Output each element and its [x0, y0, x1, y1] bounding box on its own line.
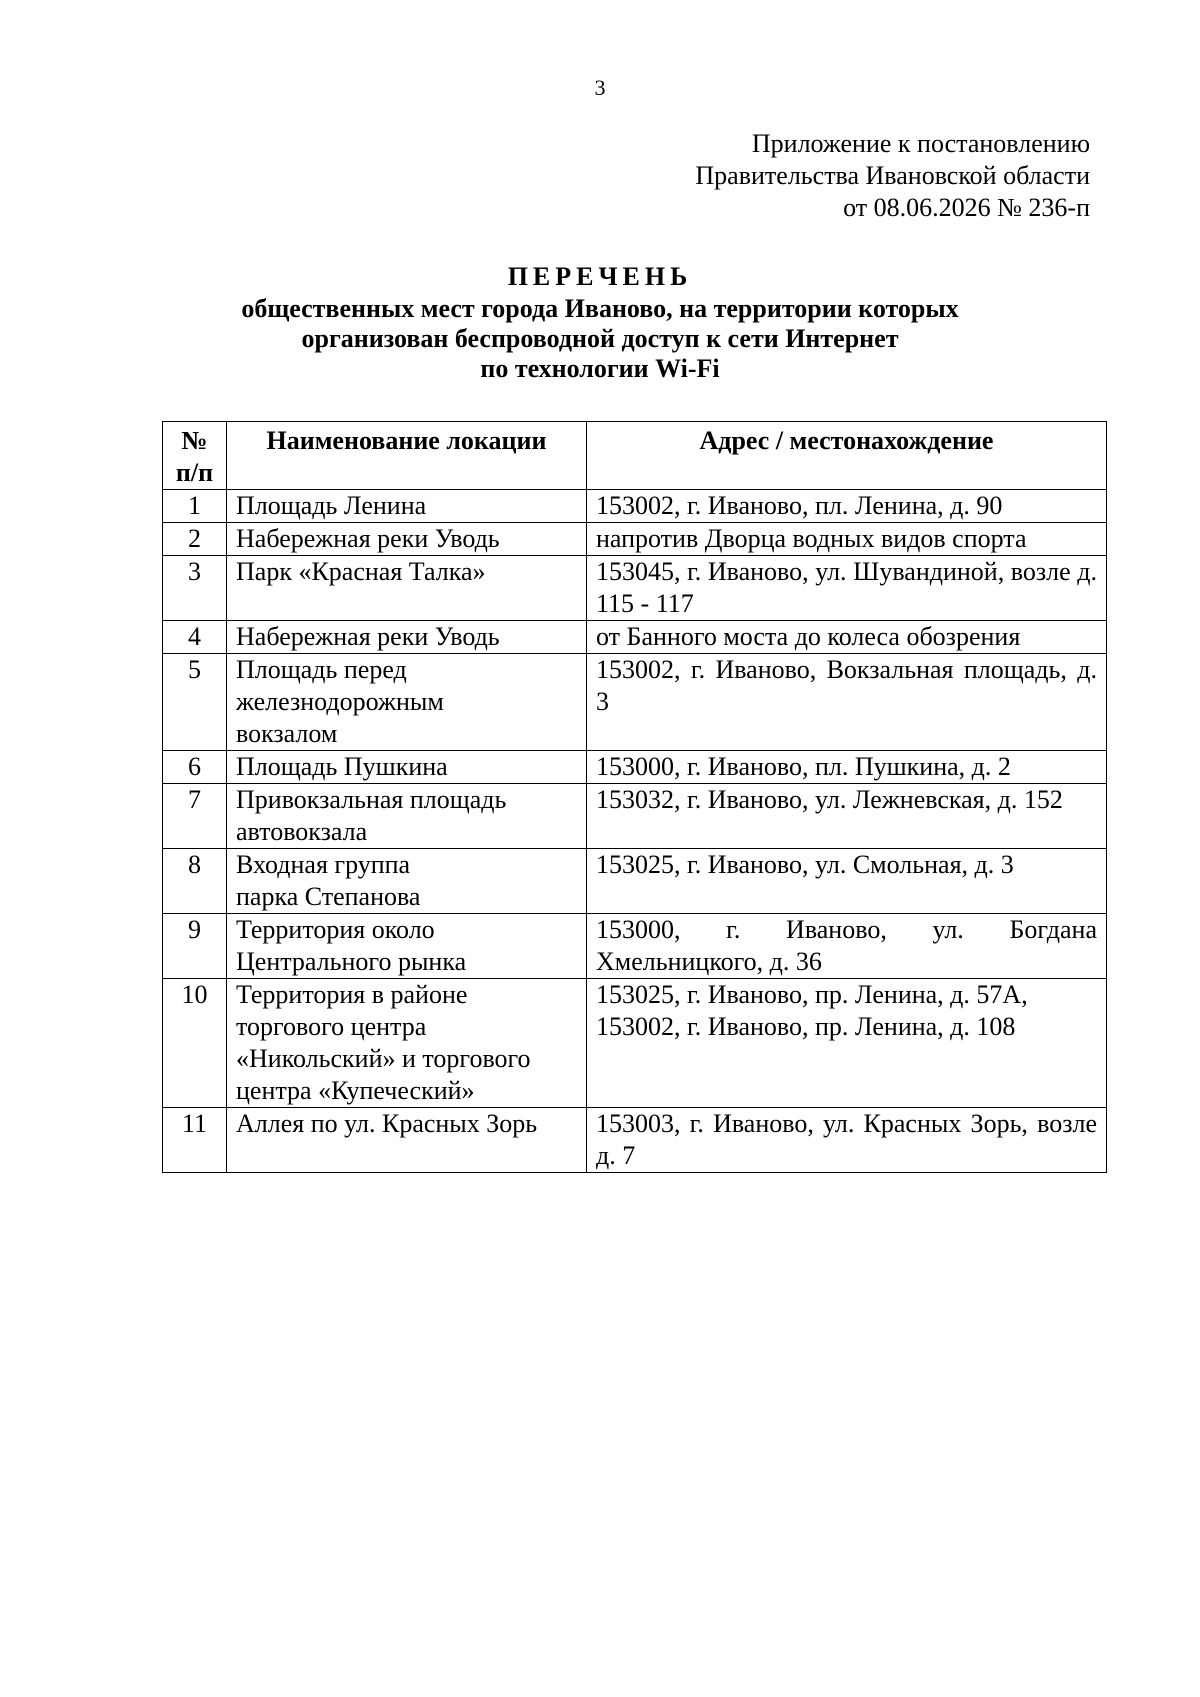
location-address-line: 153025, г. Иваново, ул. Смольная, д. 3 — [596, 850, 1014, 879]
table-row — [163, 523, 1107, 556]
location-name-line: Парк «Красная Талка» — [236, 557, 486, 586]
location-name-line: автовокзала — [236, 817, 368, 846]
location-name-line: торгового центра — [236, 1012, 427, 1041]
location-address — [587, 849, 1107, 914]
location-name-line: железнодорожным — [236, 687, 444, 716]
table-row — [163, 490, 1107, 523]
location-name-line: Территория в районе — [236, 980, 468, 1009]
appendix-line-2: Правительства Ивановской области — [695, 161, 1090, 190]
location-address — [587, 979, 1107, 1108]
location-name — [227, 751, 587, 784]
table-row — [163, 849, 1107, 914]
location-name-line: Аллея по ул. Красных Зорь — [236, 1109, 538, 1138]
document-title — [0, 262, 1200, 384]
header-address: Адрес / местонахождение — [587, 422, 1107, 490]
row-number: 5 — [163, 654, 227, 751]
location-address-line: от Банного моста до колеса обозрения — [596, 622, 1021, 651]
table-row — [163, 556, 1107, 621]
location-address — [587, 490, 1107, 523]
table-header-row — [163, 422, 1107, 490]
appendix-line-3: от 08.06.2026 № 236-п — [843, 193, 1090, 222]
location-address-line: 153002, г. Иваново, пр. Ленина, д. 108 — [596, 1012, 1016, 1041]
location-address-line: 153002, г. Иваново, Вокзальная площадь, д. 3 — [596, 655, 1097, 716]
location-name-line: Территория около — [236, 915, 435, 944]
appendix-header — [695, 128, 1090, 224]
table-row — [163, 914, 1107, 979]
location-name-line: центра «Купеческий» — [236, 1076, 475, 1105]
header-number — [163, 422, 227, 490]
table-row — [163, 621, 1107, 654]
locations-table — [162, 421, 1107, 1173]
location-name — [227, 523, 587, 556]
location-address-line: 153003, г. Иваново, ул. Красных Зорь, возле д. 7 — [596, 1109, 1097, 1170]
location-name — [227, 621, 587, 654]
row-number: 4 — [163, 621, 227, 654]
title-line-1: общественных мест города Иваново, на территории которых — [241, 294, 959, 323]
location-name-line: Площадь перед — [236, 655, 407, 684]
row-number: 9 — [163, 914, 227, 979]
appendix-line-1: Приложение к постановлению — [751, 129, 1090, 158]
location-name-line: Площадь Пушкина — [236, 752, 448, 781]
location-address — [587, 784, 1107, 849]
page-number: 3 — [594, 75, 606, 100]
table-body — [163, 490, 1107, 1173]
location-name-line: вокзалом — [236, 719, 338, 748]
header-location-name: Наименование локации — [227, 422, 587, 490]
location-address — [587, 654, 1107, 751]
location-address — [587, 523, 1107, 556]
location-name — [227, 490, 587, 523]
location-name — [227, 1108, 587, 1173]
location-address — [587, 621, 1107, 654]
location-address — [587, 914, 1107, 979]
row-number: 3 — [163, 556, 227, 621]
header-number-line-1: № — [181, 426, 208, 455]
location-address-line: 153000, г. Иваново, ул. Богдана Хмельницкого, д. 36 — [596, 915, 1097, 976]
location-name-line: Входная группа — [236, 850, 411, 879]
row-number: 11 — [163, 1108, 227, 1173]
location-address-line: 153045, г. Иваново, ул. Шувандиной, возле д. 115 - 117 — [596, 557, 1097, 618]
row-number: 10 — [163, 979, 227, 1108]
location-name-line: Набережная реки Уводь — [236, 524, 500, 553]
header-number-line-2: п/п — [175, 458, 214, 487]
location-address — [587, 1108, 1107, 1173]
table-row — [163, 654, 1107, 751]
table-row — [163, 1108, 1107, 1173]
row-number: 6 — [163, 751, 227, 784]
document-kind: ПЕРЕЧЕНЬ — [507, 262, 693, 291]
table-row — [163, 979, 1107, 1108]
row-number: 1 — [163, 490, 227, 523]
location-name-line: Привокзальная площадь — [236, 785, 507, 814]
location-address-line: 153032, г. Иваново, ул. Лежневская, д. 152 — [596, 785, 1063, 814]
location-name-line: парка Степанова — [236, 882, 421, 911]
location-name-line: Центрального рынка — [236, 947, 467, 976]
location-address-line: 153002, г. Иваново, пл. Ленина, д. 90 — [596, 491, 1003, 520]
location-address-line: 153025, г. Иваново, пр. Ленина, д. 57А, — [596, 980, 1028, 1009]
location-address-line: напротив Дворца водных видов спорта — [596, 524, 1027, 553]
location-name — [227, 654, 587, 751]
location-name — [227, 914, 587, 979]
table-row — [163, 784, 1107, 849]
row-number: 8 — [163, 849, 227, 914]
table-row — [163, 751, 1107, 784]
location-name — [227, 979, 587, 1108]
location-name — [227, 784, 587, 849]
title-line-3: по технологии Wi-Fi — [480, 354, 720, 383]
title-line-2: организован беспроводной доступ к сети Интернет — [301, 324, 899, 353]
location-name-line: Набережная реки Уводь — [236, 622, 500, 651]
location-name-line: Площадь Ленина — [236, 491, 427, 520]
row-number: 7 — [163, 784, 227, 849]
row-number: 2 — [163, 523, 227, 556]
location-name — [227, 849, 587, 914]
location-address-line: 153000, г. Иваново, пл. Пушкина, д. 2 — [596, 752, 1011, 781]
location-name-line: «Никольский» и торгового — [236, 1044, 531, 1073]
location-address — [587, 751, 1107, 784]
location-address — [587, 556, 1107, 621]
location-name — [227, 556, 587, 621]
